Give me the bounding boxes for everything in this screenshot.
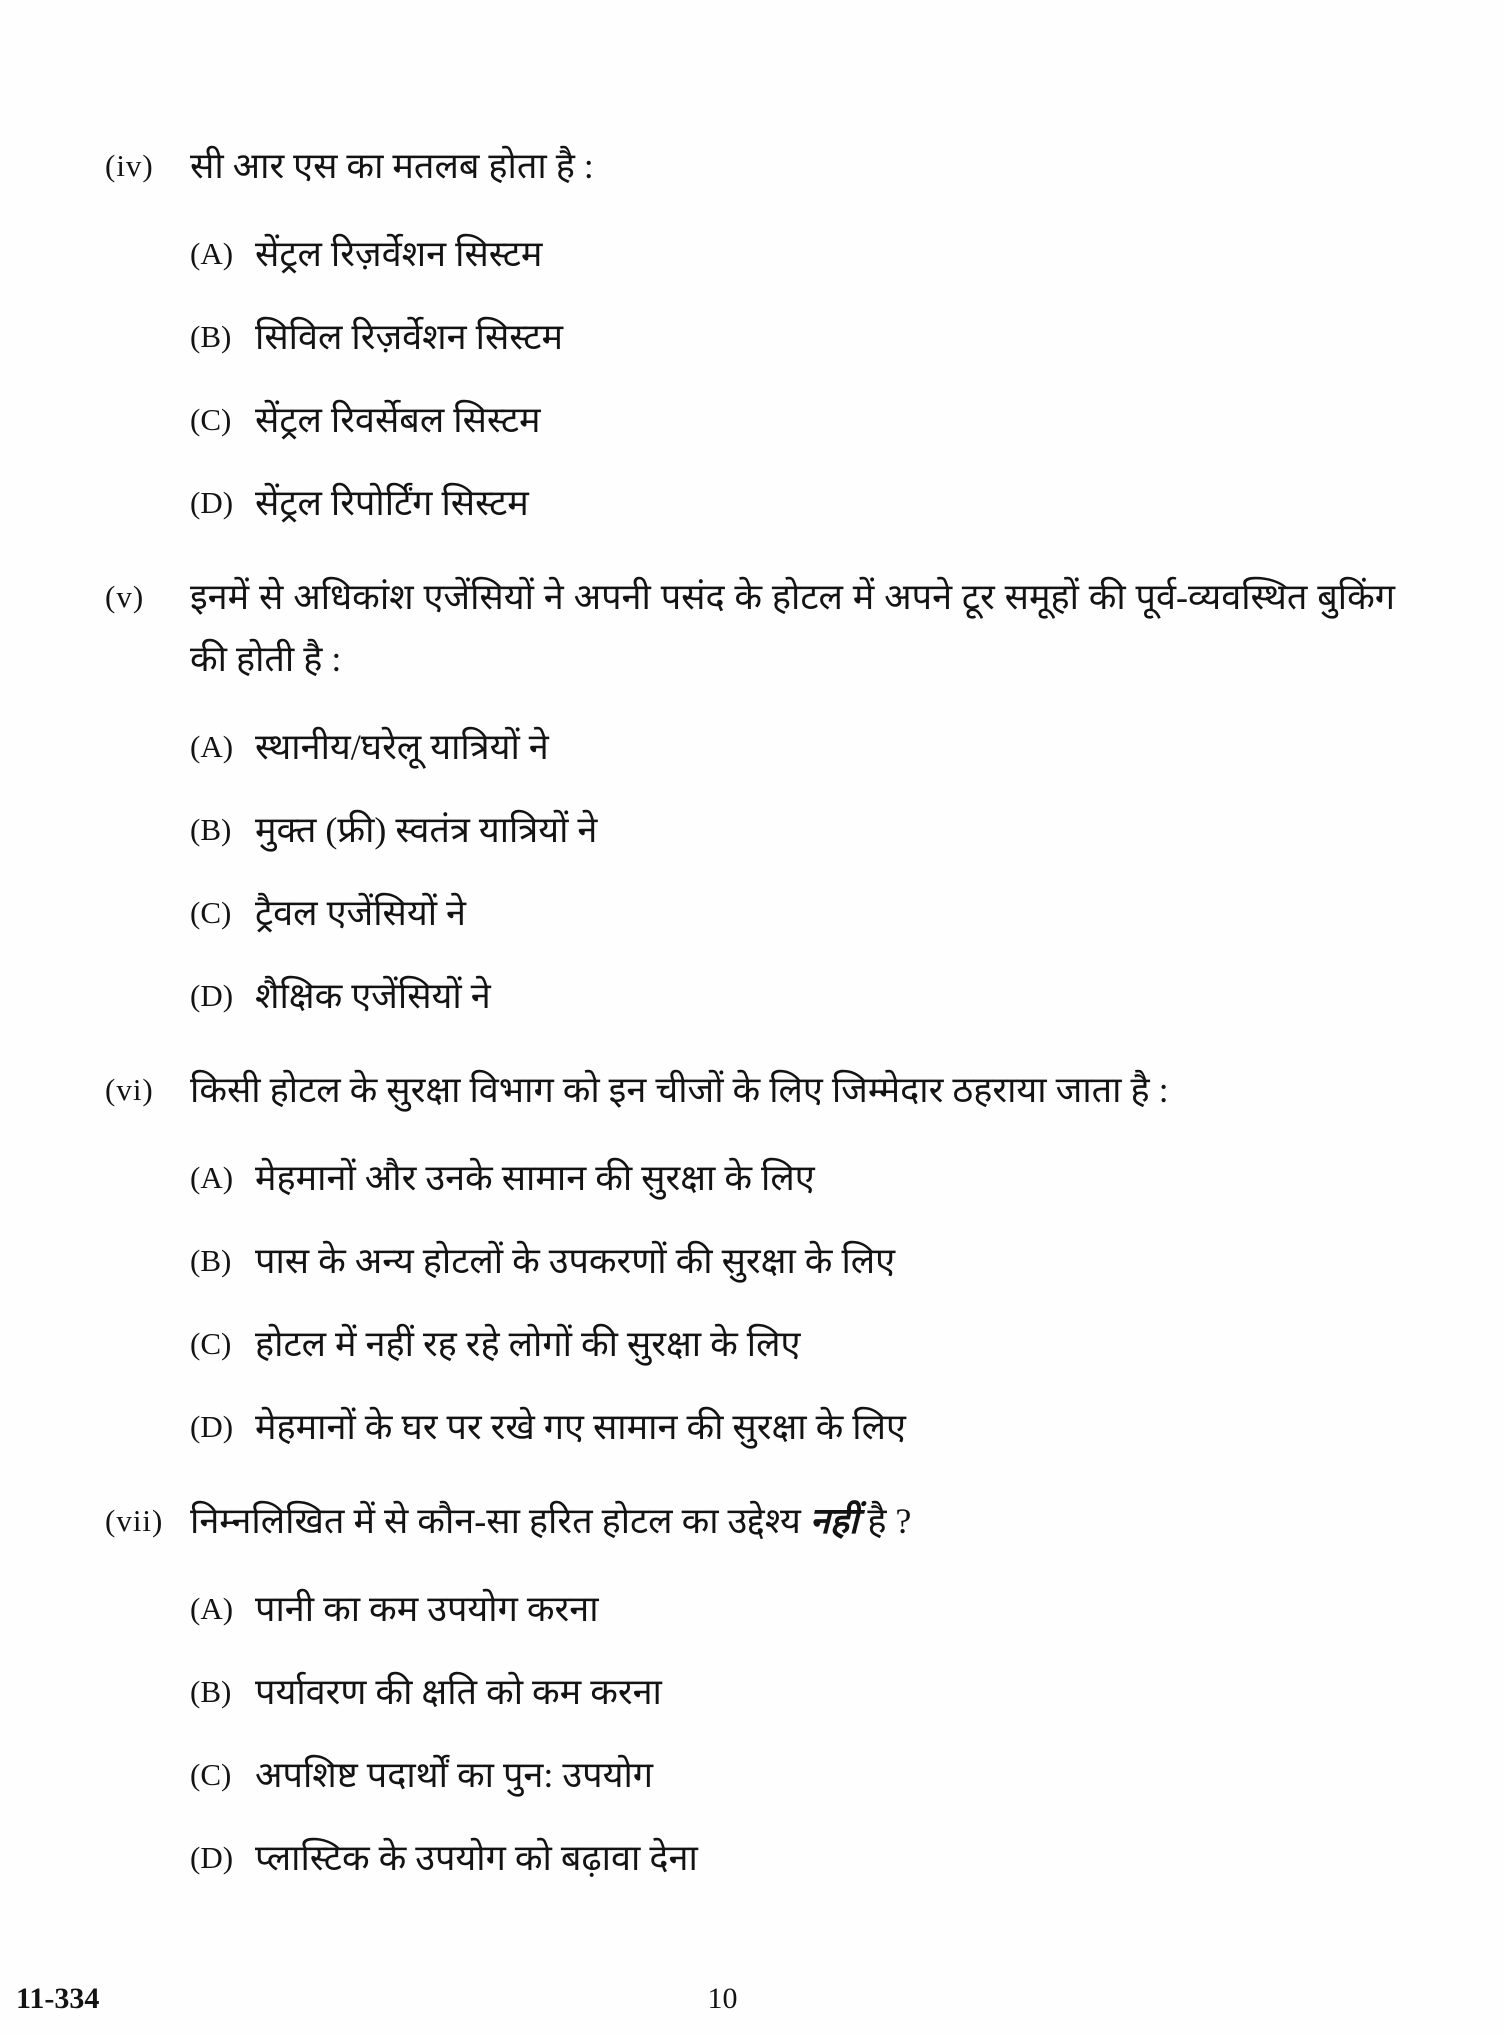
question-iv-number: (iv) xyxy=(105,148,154,183)
option-text: स्थानीय/घरेलू यात्रियों ने xyxy=(255,727,549,767)
question-v xyxy=(105,566,1405,1027)
option-label: (B) xyxy=(190,1243,232,1278)
option-row xyxy=(190,1744,1405,1806)
option-label: (A) xyxy=(190,729,234,764)
option-text: सेंट्रल रिज़र्वेशन सिस्टम xyxy=(255,234,543,274)
question-v-row xyxy=(105,566,1405,690)
question-vii-row xyxy=(105,1490,1405,1552)
option-label: (D) xyxy=(190,978,234,1013)
option-row xyxy=(190,389,1405,451)
option-row xyxy=(190,882,1405,944)
option-text: मुक्त (फ्री) स्वतंत्र यात्रियों ने xyxy=(255,810,598,850)
question-iv-text: सी आर एस का मतलब होता है : xyxy=(190,146,594,186)
option-row xyxy=(190,1396,1405,1458)
question-v-text: इनमें से अधिकांश एजेंसियों ने अपनी पसंद के होटल में अपने टूर समूहों की पूर्व-व्यवस्थित बुकिंग की होती है : xyxy=(190,577,1395,679)
question-vi-text: किसी होटल के सुरक्षा विभाग को इन चीजों के लिए जिम्मेदार ठहराया जाता है : xyxy=(190,1070,1169,1110)
option-text: मेहमानों और उनके सामान की सुरक्षा के लिए xyxy=(255,1158,815,1198)
question-vii-text-post: है ? xyxy=(858,1501,912,1541)
page-number: 10 xyxy=(707,1982,738,2015)
question-vii xyxy=(105,1490,1405,1889)
option-text: सिविल रिज़र्वेशन सिस्टम xyxy=(255,317,563,357)
option-text: मेहमानों के घर पर रखे गए सामान की सुरक्षा के लिए xyxy=(255,1407,906,1447)
option-row xyxy=(190,472,1405,534)
option-label: (C) xyxy=(190,1757,232,1792)
option-label: (B) xyxy=(190,1674,232,1709)
question-vii-number: (vii) xyxy=(105,1503,164,1538)
option-row xyxy=(190,799,1405,861)
option-label: (A) xyxy=(190,1591,234,1626)
option-row xyxy=(190,1827,1405,1889)
option-text: होटल में नहीं रह रहे लोगों की सुरक्षा के लिए xyxy=(255,1324,801,1364)
question-vi-row xyxy=(105,1059,1405,1121)
option-row xyxy=(190,1313,1405,1375)
option-row xyxy=(190,306,1405,368)
question-v-options xyxy=(190,716,1405,1027)
question-iv xyxy=(105,135,1405,534)
option-label: (D) xyxy=(190,485,234,520)
question-iv-options xyxy=(190,223,1405,534)
question-vii-emphasis: नहीं xyxy=(809,1501,859,1541)
question-iv-row xyxy=(105,135,1405,197)
option-text: प्लास्टिक के उपयोग को बढ़ावा देना xyxy=(255,1838,698,1878)
option-label: (D) xyxy=(190,1840,234,1875)
option-text: सेंट्रल रिवर्सेबल सिस्टम xyxy=(255,400,541,440)
option-label: (C) xyxy=(190,402,232,437)
question-vi-number: (vi) xyxy=(105,1072,154,1107)
option-row xyxy=(190,965,1405,1027)
option-row xyxy=(190,1147,1405,1209)
question-vii-text-pre: निम्नलिखित में से कौन-सा हरित होटल का उद्देश्य xyxy=(190,1501,810,1541)
option-label: (B) xyxy=(190,319,232,354)
option-text: पास के अन्य होटलों के उपकरणों की सुरक्षा के लिए xyxy=(255,1241,896,1281)
option-label: (D) xyxy=(190,1409,234,1444)
question-vi xyxy=(105,1059,1405,1458)
question-vi-options xyxy=(190,1147,1405,1458)
option-label: (B) xyxy=(190,812,232,847)
paper-code: 11-334 xyxy=(16,1982,100,2015)
option-row xyxy=(190,716,1405,778)
question-vii-text xyxy=(190,1490,911,1552)
option-label: (A) xyxy=(190,1160,234,1195)
option-text: शैक्षिक एजेंसियों ने xyxy=(255,976,491,1016)
option-text: अपशिष्ट पदार्थों का पुन: उपयोग xyxy=(255,1755,654,1795)
option-text: सेंट्रल रिपोर्टिंग सिस्टम xyxy=(255,483,529,523)
option-row xyxy=(190,1230,1405,1292)
option-label: (C) xyxy=(190,895,232,930)
option-text: पर्यावरण की क्षति को कम करना xyxy=(255,1672,662,1712)
option-text: ट्रैवल एजेंसियों ने xyxy=(255,893,467,933)
question-v-number: (v) xyxy=(105,579,145,614)
question-vii-options xyxy=(190,1578,1405,1889)
option-row xyxy=(190,1578,1405,1640)
option-row xyxy=(190,223,1405,285)
option-label: (C) xyxy=(190,1326,232,1361)
option-label: (A) xyxy=(190,236,234,271)
option-row xyxy=(190,1661,1405,1723)
option-text: पानी का कम उपयोग करना xyxy=(255,1589,599,1629)
